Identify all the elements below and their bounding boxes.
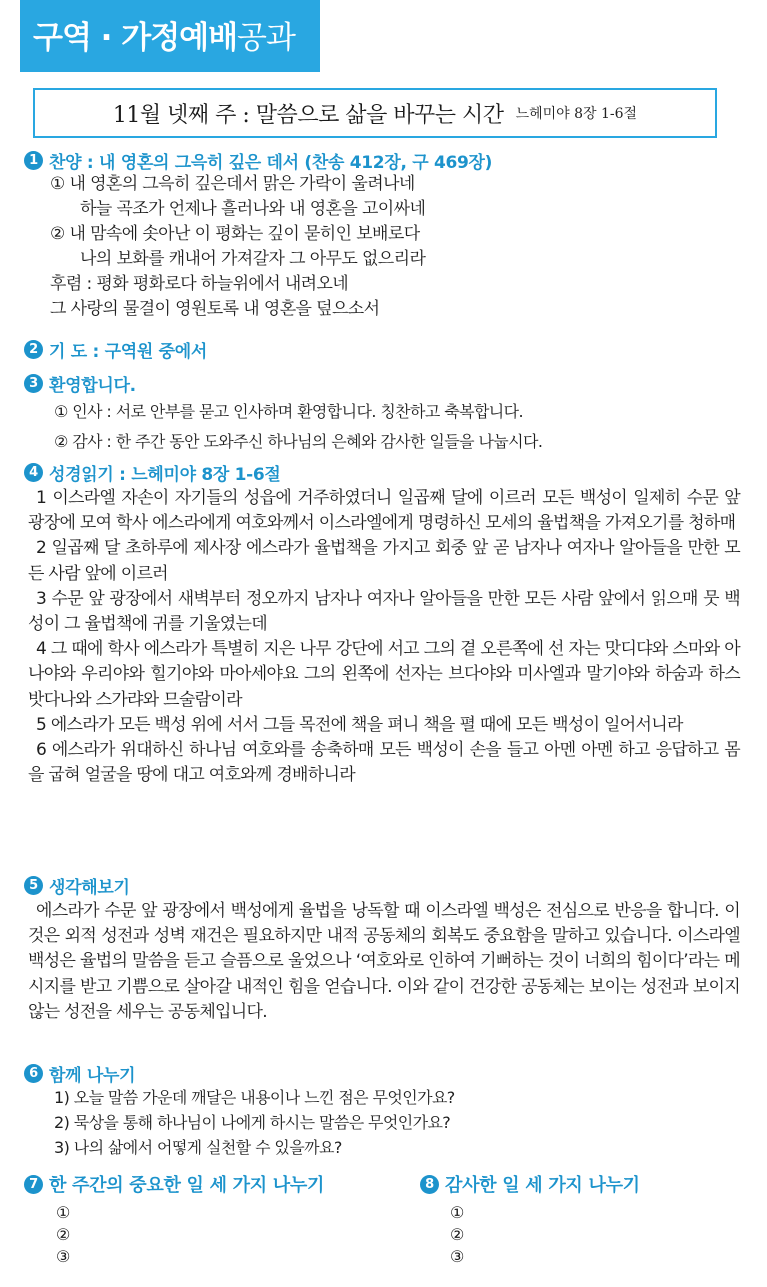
section-heading	[420, 1172, 640, 1196]
section-scripture-reading	[24, 460, 740, 788]
section-number-badge: 6	[24, 1064, 43, 1083]
section-heading	[24, 1172, 324, 1196]
reflection-paragraph: 에스라가 수문 앞 광장에서 백성에게 율법을 낭독할 때 이스라엘 백성은 전심으로 반응을 합니다. 이것은 외적 성전과 성벽 재건은 필요하지만 내적 공동체의 회복도 중요함을 말하고 있습니다. 이스라엘 백성은 율법의 말씀을 듣고 슬픔으로 울었으나 ‘여호와로 인하여 기뻐하는 것이 너희의 힘이다’라는 메시지를 받고 기쁨으로 살아갈 내적인 힘을 얻습니다. 이와 같이 건강한 공동체는 보이는 성전과 보이지 않는 성전을 세우는 공동체입니다.	[28, 901, 740, 1022]
section-heading	[24, 371, 542, 395]
verse: 1 이스라엘 자손이 자기들의 성읍에 거주하였더니 일곱째 달에 이르러 모든 백성이 일제히 수문 앞 광장에 모여 학사 에스라에게 여호와께서 이스라엘에게 명령하신 모세의 율법책을 가져오기를 청하매	[28, 488, 740, 534]
hymn-line: ② 내 맘속에 솟아난 이 평화는 깊이 묻히인 보배로다	[50, 224, 420, 244]
section-number-badge: 3	[24, 374, 43, 393]
section-number-badge: 8	[420, 1175, 439, 1194]
hymn-line: 나의 보화를 캐내어 가져갈자 그 아무도 없으리라	[80, 249, 426, 269]
verse: 2 일곱째 달 초하루에 제사장 에스라가 율법책을 가지고 회중 앞 곧 남자나 여자나 알아들을 만한 모든 사람 앞에 이르러	[28, 538, 740, 584]
hymn-line: 하늘 곡조가 언제나 흘러나와 내 영혼을 고이싸네	[80, 199, 426, 219]
sharing-question: 3) 나의 삶에서 어떻게 실천할 수 있을까요?	[54, 1138, 342, 1157]
section-title: 환영합니다.	[49, 375, 136, 396]
reflection-text	[24, 899, 740, 1025]
section-welcome	[24, 371, 542, 457]
lesson-title-box	[33, 88, 717, 138]
section-number-badge: 1	[24, 151, 43, 170]
section-title: 감사한 일 세 가지 나누기	[445, 1175, 640, 1196]
welcome-item: ① 인사 : 서로 안부를 묻고 인사하며 환영합니다. 칭찬하고 축복합니다.	[54, 402, 523, 421]
publication-banner	[20, 0, 320, 72]
lesson-title: 11월 넷째 주 : 말씀으로 삶을 바꾸는 시간	[112, 102, 504, 128]
section-number-badge: 7	[24, 1175, 43, 1194]
hymn-chorus-line: 그 사랑의 물결이 영원토록 내 영혼을 덮으소서	[50, 299, 380, 319]
section-number-badge: 5	[24, 876, 43, 895]
verse: 6 에스라가 위대하신 하나님 여호와를 송축하매 모든 백성이 손을 들고 아멘 아멘 하고 응답하고 몸을 굽혀 얼굴을 땅에 대고 여호와께 경배하니라	[28, 740, 740, 786]
section-weekly-important-things	[24, 1172, 324, 1268]
section-title: 함께 나누기	[49, 1065, 136, 1086]
hymn-chorus-line: 후렴 : 평화 평화로다 하늘위에서 내려오네	[50, 274, 349, 294]
section-thankful-things	[420, 1172, 640, 1268]
section-number-badge: 4	[24, 463, 43, 482]
scripture-text	[24, 486, 740, 788]
welcome-item: ② 감사 : 한 주간 동안 도와주신 하나님의 은혜와 감사한 일들을 나눕시다.	[54, 432, 543, 451]
section-heading	[24, 337, 207, 361]
section-number-badge: 2	[24, 340, 43, 359]
section-title: 생각해보기	[49, 877, 130, 898]
verse: 3 수문 앞 광장에서 새벽부터 정오까지 남자나 여자나 알아들을 만한 모든 사람 앞에서 읽으매 뭇 백성이 그 율법책에 귀를 기울였는데	[28, 588, 740, 635]
section-heading	[24, 460, 740, 484]
section-title: 한 주간의 중요한 일 세 가지 나누기	[49, 1175, 325, 1196]
verse: 5 에스라가 모든 백성 위에 서서 그들 목전에 책을 펴니 책을 펼 때에 모든 백성이 일어서니라	[36, 714, 683, 735]
section-heading	[24, 148, 492, 172]
section-heading	[24, 1061, 455, 1085]
section-title: 찬양 : 내 영혼의 그윽히 깊은 데서 (찬송 412장, 구 469장)	[49, 152, 493, 173]
banner-title-light: 공과	[237, 20, 295, 56]
blank-item: ①	[56, 1203, 71, 1222]
sharing-question: 1) 오늘 말씀 가운데 깨달은 내용이나 느낀 점은 무엇인가요?	[54, 1088, 455, 1107]
hymn-line: ① 내 영혼의 그윽히 깊은데서 맑은 가락이 울려나네	[50, 174, 415, 194]
section-title: 성경읽기 : 느헤미야 8장 1-6절	[49, 464, 281, 485]
section-heading	[24, 873, 740, 897]
blank-item: ②	[56, 1225, 71, 1244]
sharing-question: 2) 묵상을 통해 하나님이 나에게 하시는 말씀은 무엇인가요?	[54, 1113, 451, 1132]
blank-item: ③	[56, 1247, 71, 1266]
blank-item: ②	[450, 1225, 465, 1244]
blank-item: ③	[450, 1247, 465, 1266]
section-sharing	[24, 1061, 455, 1160]
banner-title: 구역 · 가정예배	[33, 20, 238, 56]
scripture-reference: 느헤미야 8장 1-6절	[515, 106, 638, 122]
section-reflection	[24, 873, 740, 1025]
section-hymn	[24, 148, 492, 322]
section-prayer	[24, 337, 207, 361]
verse: 4 그 때에 학사 에스라가 특별히 지은 나무 강단에 서고 그의 곁 오른쪽에 선 자는 맛디댜와 스마와 아나야와 우리야와 힐기야와 마아세야요 그의 왼쪽에 선자는 브다야와 미사엘과 말기야와 하숨과 하스밧다나와 스가랴와 므술람이라	[28, 639, 740, 710]
section-title: 기 도 : 구역원 중에서	[49, 341, 207, 362]
blank-item: ①	[450, 1203, 465, 1222]
